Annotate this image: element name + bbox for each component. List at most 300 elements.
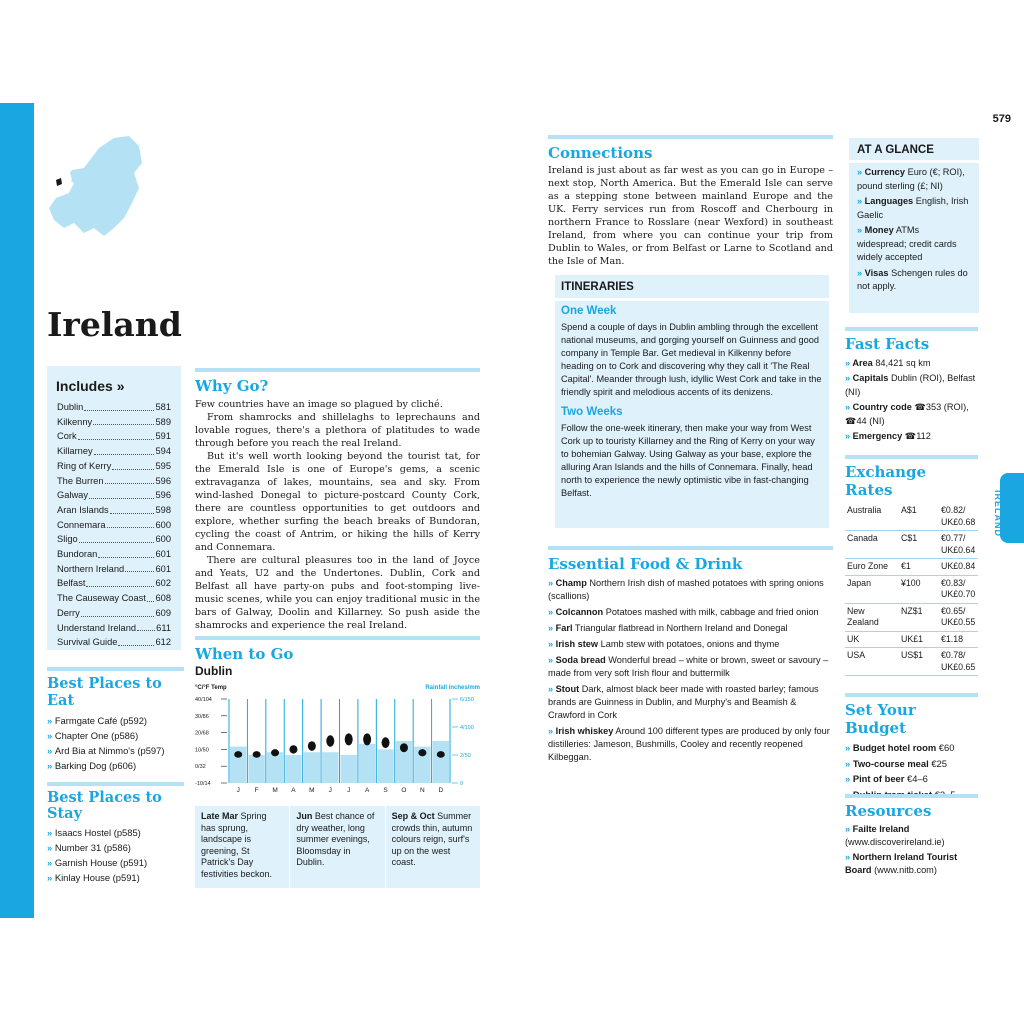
- includes-item-page: 601: [155, 549, 171, 560]
- includes-item-name: Derry: [57, 607, 80, 618]
- includes-item-name: Killarney: [57, 446, 93, 457]
- food-item-name: Champ: [555, 578, 587, 588]
- glance-item-desc: English, Irish Gaelic: [857, 196, 969, 220]
- food-item-desc: Dark, almost black beer made with roasted barley; famous brands are Guinness in Dublin, and Murphy's and Beamish & Crawford in Cork: [548, 684, 819, 720]
- temp-dot: [271, 749, 279, 756]
- at-a-glance-heading: AT A GLANCE: [849, 138, 979, 163]
- budget-item-desc: €25: [928, 757, 947, 769]
- includes-item-page: 609: [155, 607, 171, 618]
- leader-dots: [110, 503, 155, 514]
- exchange-row: [845, 531, 978, 559]
- leader-dots: [89, 488, 154, 499]
- best_stay-item: [47, 855, 184, 870]
- includes-item-name: Bundoran: [57, 549, 98, 560]
- includes-item: [47, 562, 181, 577]
- temp-dot: [437, 751, 445, 758]
- rainfall-bar: [248, 755, 264, 783]
- arrow-icon: »: [845, 852, 853, 862]
- leader-dots: [94, 444, 155, 455]
- includes-item-name: Dublin: [57, 402, 84, 412]
- budget-item: [845, 740, 978, 756]
- exchange-row: [845, 503, 978, 531]
- includes-item-name: Kilkenny: [57, 416, 93, 427]
- arrow-icon: »: [47, 872, 55, 883]
- temp-dot: [400, 743, 408, 752]
- arrow-icon: »: [845, 757, 853, 769]
- best_stay-item: [47, 825, 184, 840]
- exchange-row: [845, 603, 978, 631]
- climate-chart: [195, 677, 480, 792]
- rain-tick-label: 2/50: [460, 753, 471, 759]
- glance-item: [857, 166, 971, 193]
- fast_facts-item: [845, 356, 978, 370]
- includes-item: [47, 503, 181, 518]
- food-item: [548, 577, 833, 603]
- exchange-unit: US$1: [899, 648, 939, 676]
- one-week-text: Spend a couple of days in Dublin ambling through the excellent national museums, and gorging yourself on Guinness and good company in Temple Bar. Get medieval in Kilkenny before heading on to Cork and discovering why they call it 'The Real Capital'. Meander through lush, idyllic West Cork and take in the friendly spirit and melodious accents of its denizens.: [561, 322, 822, 397]
- glance-item-name: Money: [864, 225, 894, 235]
- exchange-unit: UK£1: [899, 631, 939, 648]
- budget-heading: Set Your Budget: [845, 701, 916, 737]
- rainfall-bar: [377, 749, 393, 783]
- season-desc: Best chance of dry weather, long summer evenings, Bloomsday in Dublin.: [296, 811, 375, 867]
- season-name: Jun: [296, 811, 313, 821]
- why-go-paragraph: From shamrocks and shillelaghs to leprechauns and lovable rogues, there's a plethora of platitudes to wade through before you reach the real Ireland.: [195, 412, 480, 449]
- arrow-icon: »: [548, 578, 556, 588]
- fast_facts-item-name: Capitals: [852, 373, 889, 383]
- temp-tick-label: 10/50: [195, 747, 209, 754]
- glance-item-desc: Schengen rules do not apply.: [857, 267, 968, 291]
- page-title: Ireland: [47, 305, 182, 344]
- food-item: [548, 683, 833, 722]
- includes-item: [47, 415, 181, 430]
- budget-item-desc: €60: [936, 742, 955, 753]
- includes-item: [47, 606, 181, 621]
- arrow-icon: »: [47, 715, 55, 726]
- exchange-unit: ¥100: [899, 575, 939, 603]
- glance-item: [857, 224, 971, 265]
- budget-section: [845, 693, 978, 802]
- leader-dots: [107, 518, 155, 529]
- resources-item: [845, 823, 978, 849]
- rainfall-bar: [433, 741, 449, 783]
- resources-item-name: Northern Ireland Tourist Board: [845, 852, 958, 875]
- exchange-country: Australia: [845, 503, 899, 531]
- temp-dot: [253, 751, 261, 758]
- best-stay-heading: Best Places to Stay: [47, 789, 162, 822]
- best-eat-heading: Best Places to Eat: [47, 675, 162, 709]
- fast_facts-item: [845, 400, 978, 428]
- fast_facts-item: [845, 429, 978, 443]
- rainfall-bar: [322, 752, 338, 783]
- fast_facts-item-desc: ☎353 (ROI), ☎44 (NI): [845, 402, 969, 426]
- includes-item-page: 612: [155, 637, 171, 648]
- includes-item-name: Ring of Kerry: [57, 460, 112, 471]
- resources-item: [845, 851, 978, 877]
- resources-item-desc: (www.discoverireland.ie): [845, 837, 945, 847]
- why-go-paragraph: But it's well worth looking beyond the tourist tat, for the Emerald Isle is one of Europe's gems, a scenic extravaganza of lakes, mountains, sea and sky. From wind-lashed Donegal to picture-postcard County Cork, there are countless opportunities to get outdoors and explore, whether surfing the beach breaks of Bundoran, cycling the coast of Antrim, or hiking the hills of Kerry and Connemara.: [195, 451, 480, 553]
- when-to-go-heading: When to Go: [195, 645, 294, 663]
- glance-item-name: Visas: [864, 267, 889, 278]
- exchange-country: USA: [845, 648, 899, 676]
- month-label: F: [254, 787, 259, 792]
- food-item-name: Soda bread: [555, 655, 606, 665]
- season-box: [386, 806, 480, 888]
- season-box: [195, 806, 290, 888]
- y-axis-label: °C/°F Temp: [195, 685, 227, 691]
- food-item: [548, 654, 833, 680]
- exchange-rate: €0.65/ UK£0.55: [939, 603, 978, 631]
- leader-dots: [93, 415, 154, 426]
- includes-item-page: 600: [155, 534, 171, 545]
- exchange-rate: €0.78/ UK£0.65: [939, 648, 978, 676]
- rainfall-bar: [267, 752, 283, 783]
- best_stay-item-text: Number 31 (p586): [54, 842, 131, 853]
- arrow-icon: »: [47, 760, 55, 771]
- fast-facts-section: [845, 327, 978, 444]
- fast_facts-item-desc: Dublin (ROI), Belfast (NI): [845, 373, 976, 397]
- arrow-icon: »: [47, 745, 55, 756]
- connections-section: [548, 135, 833, 268]
- budget-item-desc: €2–5: [932, 788, 956, 800]
- best_stay-item: [47, 840, 184, 855]
- temp-dot: [308, 741, 316, 751]
- temp-tick-label: 20/68: [195, 730, 209, 737]
- fast_facts-item-name: Emergency: [852, 431, 903, 441]
- includes-box: [47, 366, 181, 650]
- temp-tick-label: -10/14: [195, 781, 211, 787]
- best_eat-item: [47, 713, 184, 728]
- food-item-name: Colcannon: [555, 607, 604, 617]
- includes-item: [47, 576, 181, 591]
- two-weeks-heading: Two Weeks: [561, 406, 623, 418]
- temp-dot: [289, 745, 297, 753]
- includes-heading: Includes »: [56, 378, 125, 394]
- glance-item-name: Currency: [864, 167, 906, 177]
- month-label: M: [309, 787, 315, 792]
- includes-item-page: 608: [155, 593, 171, 604]
- includes-item: [47, 444, 181, 459]
- month-label: S: [383, 787, 388, 792]
- why-go-section: [195, 368, 480, 632]
- food-item: [548, 725, 833, 764]
- temp-tick-label: 40/104: [195, 697, 212, 703]
- month-label: D: [438, 787, 444, 792]
- arrow-icon: »: [47, 842, 55, 853]
- leader-dots: [86, 576, 154, 587]
- month-label: M: [272, 787, 278, 792]
- includes-item: [47, 591, 181, 606]
- ireland-highlight: [56, 178, 62, 186]
- why-go-paragraph: There are cultural pleasures too in the land of Joyce and Yeats, U2 and the Undertones. Dublin, Cork and Belfast all have party-on pubs and foot-stomping live-music scenes, while you can enjoy traditional music in the bars of Galway, Doolin and Killarney. So push aside the shamrocks and experience the real Ireland.: [195, 555, 480, 631]
- includes-item: [47, 621, 181, 636]
- food-item-desc: Potatoes mashed with milk, cabbage and fried onion: [603, 607, 819, 617]
- food-item-desc: Around 100 different types are produced by only four distilleries: Jameson, Bushmills, Cooley and recently reopened Kilbeggan.: [548, 726, 830, 762]
- best_eat-item-text: Ard Bia at Nimmo's (p597): [54, 745, 165, 756]
- food-item-desc: Northern Irish dish of mashed potatoes with spring onions (scallions): [548, 578, 824, 601]
- includes-item-name: Understand Ireland: [57, 622, 137, 633]
- includes-item-page: 591: [155, 431, 171, 442]
- budget-item: [845, 756, 978, 772]
- glance-item-desc: ATMs widespread; credit cards widely accepted: [857, 225, 957, 262]
- when-to-go-section: [195, 636, 480, 678]
- exchange-row: [845, 575, 978, 603]
- includes-item-name: The Causeway Coast: [57, 593, 146, 604]
- arrow-icon: »: [548, 655, 556, 665]
- exchange-rate: €0.77/ UK£0.64: [939, 531, 978, 559]
- includes-item-page: 581: [155, 402, 171, 412]
- includes-item: [47, 635, 181, 650]
- rainfall-bar: [285, 755, 301, 783]
- includes-item-name: The Burren: [57, 475, 104, 486]
- arrow-icon: »: [47, 857, 55, 868]
- fast_facts-item-desc: 84,421 sq km: [872, 358, 931, 368]
- leader-dots: [81, 606, 155, 617]
- temp-dot: [345, 733, 353, 745]
- arrow-icon: »: [845, 773, 853, 784]
- includes-item: [47, 518, 181, 533]
- fast_facts-item: [845, 371, 978, 399]
- leader-dots: [105, 474, 155, 485]
- arrow-icon: »: [857, 267, 865, 278]
- resources-section: [845, 794, 978, 879]
- glance-item-desc: Euro (€; ROI), pound sterling (£; NI): [857, 167, 965, 191]
- includes-item-page: 595: [155, 460, 171, 471]
- exchange-rate: €0.82/ UK£0.68: [939, 503, 978, 531]
- connections-heading: Connections: [548, 144, 653, 162]
- includes-item: [47, 474, 181, 489]
- leader-dots: [98, 547, 154, 558]
- side-tab: [1000, 473, 1024, 543]
- includes-item-page: 602: [155, 578, 171, 589]
- season-box: [290, 806, 385, 888]
- exchange-unit: €1: [899, 559, 939, 576]
- best_eat-item-text: Chapter One (p586): [54, 730, 139, 741]
- arrow-icon: »: [845, 788, 853, 800]
- arrow-icon: »: [857, 196, 865, 206]
- rain-tick-label: 0: [460, 781, 464, 787]
- exchange-row: [845, 631, 978, 648]
- page-number: 579: [992, 113, 1011, 125]
- exchange-unit: A$1: [899, 503, 939, 531]
- food-item: [548, 606, 833, 619]
- exchange-table: [845, 503, 978, 676]
- food-item-desc: Lamb stew with potatoes, onions and thyme: [598, 639, 780, 649]
- leader-dots: [125, 562, 154, 573]
- includes-item-page: 596: [155, 490, 171, 501]
- season-desc: Spring has sprung, landscape is greening, St Patrick's Day festivities beckon.: [201, 811, 273, 879]
- arrow-icon: »: [845, 373, 853, 383]
- fast_facts-item-name: Area: [852, 358, 873, 368]
- includes-list: [47, 400, 181, 650]
- season-desc: Summer crowds thin, autumn colours reign, surf's up on the west coast.: [391, 811, 473, 867]
- arrow-icon: »: [548, 726, 556, 736]
- exchange-row: [845, 648, 978, 676]
- itineraries-box: [555, 275, 829, 528]
- food-item-name: Farl: [555, 623, 573, 633]
- glance-item: [857, 195, 971, 222]
- food-heading: Essential Food & Drink: [548, 555, 743, 573]
- includes-item: [47, 429, 181, 444]
- exchange-unit: C$1: [899, 531, 939, 559]
- arrow-icon: »: [845, 431, 853, 441]
- exchange-rate: €0.83/ UK£0.70: [939, 575, 978, 603]
- food-item-desc: Wonderful bread – white or brown, sweet or savoury – made from very soft Irish flour and buttermilk: [548, 655, 829, 678]
- includes-item: [47, 547, 181, 562]
- two-weeks-text: Follow the one-week itinerary, then make your way from West Cork up to touristy Killarney and the Ring of Kerry on your way to bohemian Galway. Using Galway as your base, explore the alluring Aran Islands and the hills of Connemara. Finally, head north to experience the newly optimistic vibe in fast-changing Belfast.: [561, 423, 815, 498]
- at-a-glance-box: [849, 138, 979, 313]
- budget-item-name: Pint of beer: [852, 773, 905, 784]
- budget-item-name: Dublin tram ticket: [852, 788, 933, 800]
- leader-dots: [84, 400, 154, 411]
- budget-item-desc: €4–6: [904, 773, 928, 784]
- why-go-heading: Why Go?: [195, 377, 269, 395]
- best_eat-item-text: Farmgate Café (p592): [54, 715, 148, 726]
- exchange-country: Canada: [845, 531, 899, 559]
- arrow-icon: »: [845, 402, 853, 412]
- leader-dots: [137, 621, 155, 632]
- arrow-icon: »: [845, 358, 853, 368]
- season-name: Sep & Oct: [391, 811, 435, 821]
- chart-city: Dublin: [195, 664, 233, 678]
- temp-dot: [326, 735, 334, 746]
- month-label: A: [364, 787, 370, 792]
- leader-dots: [118, 635, 154, 646]
- resources-heading: Resources: [845, 802, 932, 820]
- exchange-row: [845, 559, 978, 576]
- exchange-heading: Exchange Rates: [845, 463, 927, 499]
- includes-item-name: Sligo: [57, 534, 78, 545]
- exchange-country: UK: [845, 631, 899, 648]
- exchange-unit: NZ$1: [899, 603, 939, 631]
- arrow-icon: »: [548, 623, 556, 633]
- exchange-country: Japan: [845, 575, 899, 603]
- leader-dots: [78, 429, 155, 440]
- food-item-desc: Triangular flatbread in Northern Ireland and Donegal: [572, 623, 788, 633]
- month-label: J: [347, 787, 351, 792]
- one-week-heading: One Week: [561, 305, 617, 317]
- y2-axis-label: Rainfall inches/mm: [425, 685, 480, 691]
- resources-item-desc: (www.nitb.com): [871, 865, 937, 875]
- glance-item-name: Languages: [864, 196, 914, 206]
- month-label: N: [420, 787, 425, 792]
- month-label: J: [328, 787, 332, 792]
- includes-item-page: 598: [155, 504, 171, 515]
- leader-dots: [147, 591, 155, 602]
- arrow-icon: »: [857, 167, 865, 177]
- exchange-rate: €1.18: [939, 631, 978, 648]
- leader-dots: [79, 532, 155, 543]
- budget-item-name: Two-course meal: [852, 757, 929, 769]
- exchange-section: [845, 455, 978, 676]
- food-item: [548, 622, 833, 635]
- temp-dot: [382, 737, 390, 748]
- food-item-name: Irish whiskey: [555, 726, 614, 736]
- food-item-name: Irish stew: [555, 639, 599, 649]
- includes-item-page: 596: [155, 475, 171, 486]
- best-stay-section: [47, 782, 184, 885]
- includes-item-name: Survival Guide: [57, 637, 118, 648]
- includes-item: [47, 488, 181, 503]
- best_eat-item: [47, 758, 184, 773]
- arrow-icon: »: [548, 684, 556, 694]
- rainfall-bar: [341, 755, 357, 783]
- includes-item-page: 594: [155, 446, 171, 457]
- itineraries-heading: ITINERARIES: [555, 275, 829, 301]
- leader-dots: [112, 459, 154, 470]
- includes-item-name: Aran Islands: [57, 504, 109, 515]
- when-to-go-boxes: [195, 806, 480, 888]
- arrow-icon: »: [548, 639, 556, 649]
- includes-item-name: Northern Ireland: [57, 563, 125, 574]
- includes-item-name: Belfast: [57, 578, 86, 589]
- glance-item: [857, 267, 971, 294]
- month-label: J: [236, 787, 240, 792]
- fast-facts-heading: Fast Facts: [845, 335, 930, 353]
- temp-tick-label: 30/86: [195, 713, 209, 720]
- best_eat-item: [47, 728, 184, 743]
- rainfall-bar: [359, 744, 375, 783]
- best-eat-section: [47, 667, 184, 773]
- month-label: A: [291, 787, 296, 792]
- arrow-icon: »: [47, 730, 55, 741]
- resources-item-name: Failte Ireland: [852, 824, 910, 834]
- food-item: [548, 638, 833, 651]
- side-tab-label: IRELAND: [993, 490, 1003, 537]
- why-go-paragraph: Few countries have an image so plagued by cliché.: [195, 399, 443, 410]
- arrow-icon: »: [857, 225, 865, 235]
- rain-tick-label: 4/100: [460, 725, 474, 731]
- includes-item-page: 589: [155, 416, 171, 427]
- connections-text: Ireland is just about as far west as you can go in Europe – next stop, North America. But the Emerald Isle can serve as a stepping stone between mainland Europe and the UK. Ferry services run from Roscoff and Cherbourg in northern France to Rosslare (near Wexford) in southeast Ireland, from where you can continue your trip from Dublin to Wales, or from Belfast or Larne to Scotland and the Isle of Man.: [548, 165, 833, 267]
- season-name: Late Mar: [201, 811, 239, 821]
- best_stay-item-text: Isaacs Hostel (p585): [54, 827, 141, 838]
- fast_facts-item-name: Country code: [852, 402, 912, 412]
- exchange-rate: UK£0.84: [939, 559, 978, 576]
- arrow-icon: »: [47, 827, 55, 838]
- includes-item-name: Galway: [57, 490, 89, 501]
- best_eat-item-text: Barking Dog (p606): [54, 760, 137, 771]
- exchange-country: Euro Zone: [845, 559, 899, 576]
- arrow-icon: »: [548, 607, 556, 617]
- arrow-icon: »: [845, 742, 853, 753]
- temp-dot: [418, 749, 426, 756]
- temp-dot: [363, 733, 371, 745]
- includes-item-name: Connemara: [57, 519, 106, 530]
- temp-dot: [234, 751, 242, 758]
- temp-tick-label: 0/32: [195, 764, 206, 771]
- includes-item-page: 600: [155, 519, 171, 530]
- best_stay-item-text: Garnish House (p591): [54, 857, 148, 868]
- budget-item-name: Budget hotel room: [852, 742, 937, 753]
- budget-item: [845, 771, 978, 787]
- best_stay-item-text: Kinlay House (p591): [54, 872, 140, 883]
- left-color-bar: [0, 103, 34, 918]
- rainfall-bar: [304, 752, 320, 783]
- food-item-name: Stout: [555, 684, 580, 694]
- includes-item-name: Cork: [57, 431, 77, 442]
- includes-item-page: 611: [156, 622, 171, 633]
- arrow-icon: »: [845, 824, 853, 834]
- includes-item-page: 601: [155, 563, 171, 574]
- best_stay-item: [47, 870, 184, 885]
- includes-item: [47, 400, 181, 415]
- fast_facts-item-desc: ☎112: [902, 431, 931, 441]
- exchange-country: New Zealand: [845, 603, 899, 631]
- includes-item: [47, 532, 181, 547]
- europe-locator-map: [44, 128, 148, 240]
- rain-tick-label: 6/150: [460, 697, 474, 703]
